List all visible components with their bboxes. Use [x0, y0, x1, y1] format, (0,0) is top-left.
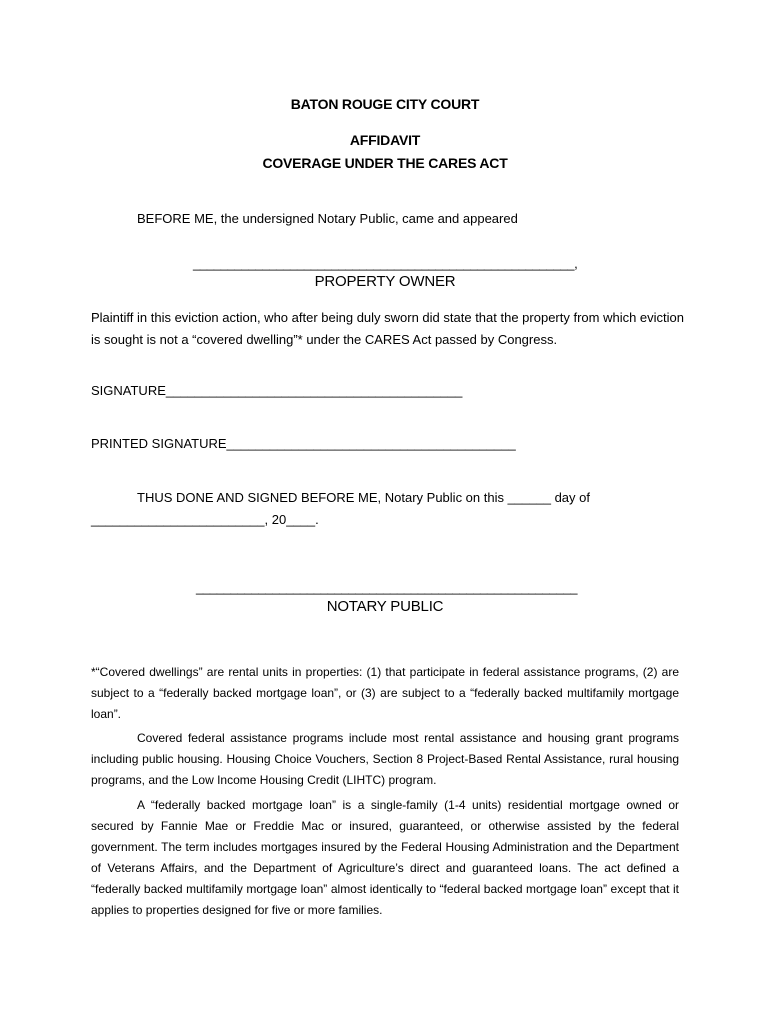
property-owner-label: PROPERTY OWNER [314, 273, 456, 290]
footnote-mortgage-loan: A “federally backed mortgage loan” is a single-family (1-4 units) residential mortgage owned or secured by Fannie Mae or Freddie Mac or insured, guaranteed, or otherwise assisted by the federal government. The term includes mortgages insured by the Federal Housing Administration and the Department of Veterans Affairs, and the Department of Agriculture’s direct and guaranteed loans. The act defined a “federally backed multifamily mortgage loan” almost identically to “federal backed mortgage loan” except that it applies to properties designed for five or more families. [91, 798, 679, 917]
document-title: AFFIDAVIT [349, 132, 421, 148]
document-subtitle: COVERAGE UNDER THE CARES ACT [262, 155, 508, 171]
notary-signature-blank: _______________________________________________________ [196, 580, 578, 595]
footnote-covered-dwellings: *“Covered dwellings” are rental units in properties: (1) that participate in federal assistance programs, (2) are subject to a “federally backed mortgage loan”, or (3) are subject to a “federally backed multifamily mortgage loan”. [91, 665, 679, 721]
jurat-statement: THUS DONE AND SIGNED BEFORE ME, Notary Public on this ______ day of [137, 490, 590, 505]
statement-paragraph: Plaintiff in this eviction action, who after being duly sworn did state that the property from which eviction is sought is not a “covered dwelling”* under the CARES Act passed by Congress. [91, 310, 685, 347]
signature-field: SIGNATURE_________________________________________ [91, 383, 463, 398]
printed-signature-field: PRINTED SIGNATURE________________________________________ [91, 436, 516, 451]
intro-paragraph: BEFORE ME, the undersigned Notary Public, came and appeared [137, 211, 518, 226]
notary-public-label: NOTARY PUBLIC [326, 598, 444, 615]
property-owner-blank: _______________________________________________________, [193, 256, 578, 271]
footnote-federal-programs: Covered federal assistance programs include most rental assistance and housing grant programs including public housing. Housing Choice Vouchers, Section 8 Project-Based Rental Assistance, rural housing programs, and the Low Income Housing Credit (LIHTC) program. [91, 731, 679, 787]
court-name: BATON ROUGE CITY COURT [290, 96, 480, 112]
jurat-date-line: ________________________, 20____. [91, 512, 319, 527]
